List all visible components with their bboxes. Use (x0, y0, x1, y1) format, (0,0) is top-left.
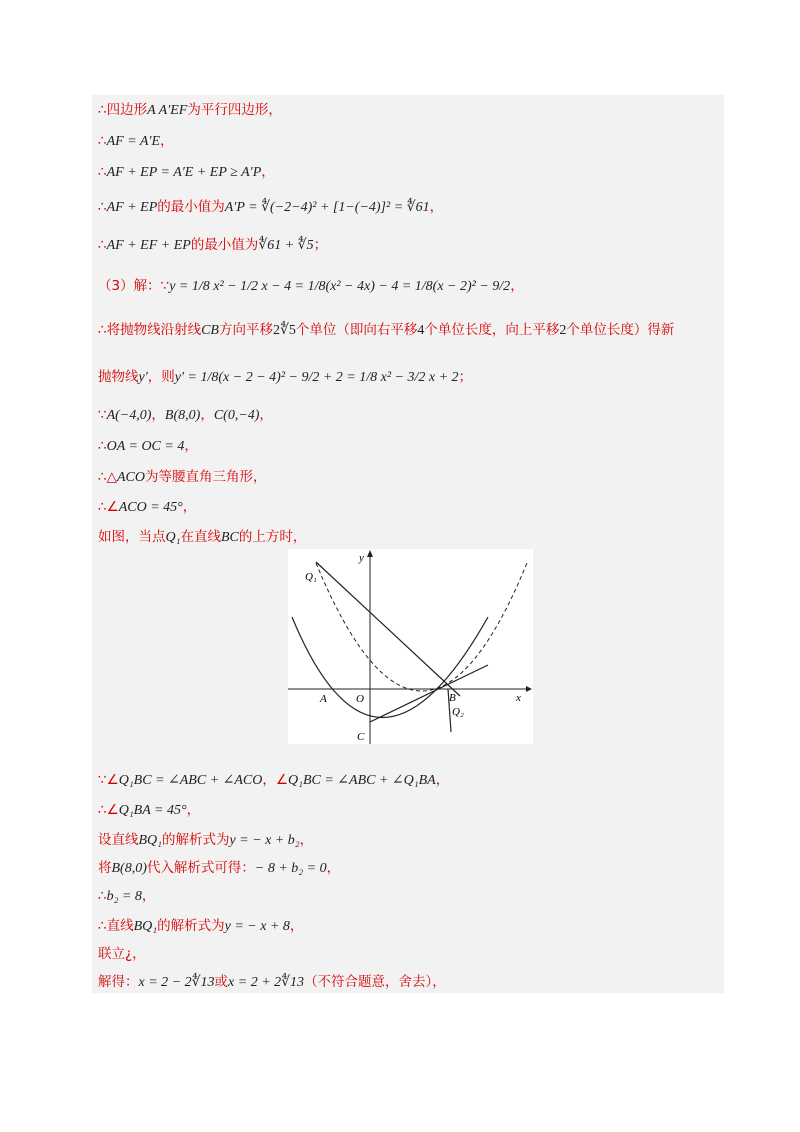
line-8 (98, 367, 472, 388)
text: ， (132, 946, 146, 962)
text: ， (259, 407, 273, 423)
text: 将 (98, 860, 112, 876)
text: 为平行四边形， (187, 102, 282, 118)
line-3 (98, 162, 275, 183)
text: ，∠ (262, 772, 288, 788)
math: x = 2 + 2∜13 (228, 975, 305, 990)
line-5 (98, 235, 327, 256)
text: ∴ (98, 164, 107, 180)
text: ， (261, 164, 275, 180)
label-q1: Q₁ (305, 571, 317, 583)
math: A(−4,0) (106, 408, 152, 423)
text: ， (429, 199, 444, 215)
math: Q₁ (165, 530, 181, 545)
text: 或 (214, 974, 229, 990)
label-o: O (356, 693, 364, 705)
line-bc (370, 665, 488, 722)
math: BQ₁ (138, 833, 163, 848)
text: ， (200, 407, 214, 423)
text: 个单位（即向右平移 (295, 322, 418, 338)
math: B(8,0) (164, 408, 201, 423)
line-10 (98, 436, 198, 457)
text: ； (313, 237, 328, 253)
text: ∴△ (98, 469, 117, 485)
parabola-graph (288, 549, 533, 744)
math: y′ = 1/8(x − 2 − 4)² − 9/2 + 2 = 1/8 x² − 3/2 x + 2 (174, 370, 459, 385)
line-15 (98, 800, 200, 821)
text: 的解析式为 (157, 918, 225, 934)
label-q2: Q₂ (452, 706, 464, 718)
math: AF + EF + EP (106, 238, 191, 253)
text: ∴将抛物线沿射线 (98, 322, 202, 338)
math: BQ₁ (133, 919, 158, 934)
text: ， (160, 133, 174, 149)
text: 的最小值为 (157, 199, 225, 215)
line-14 (98, 770, 449, 791)
line-6 (98, 276, 524, 297)
label-y: y (359, 552, 364, 564)
math: 2∜5 (272, 323, 296, 338)
math: Q₁BC = ∠ABC + ∠ACO (118, 773, 263, 788)
line-19 (98, 916, 303, 937)
text: ∴ (98, 237, 107, 253)
math: B(8,0) (111, 861, 147, 876)
math: BC (220, 530, 239, 545)
text: 的最小值为 (190, 237, 259, 253)
line-16 (98, 830, 313, 851)
math: C(0,−4) (213, 408, 260, 423)
text: 联立¿ (98, 946, 133, 962)
text: ， (141, 888, 156, 904)
label-b: B (449, 692, 456, 704)
text: ， (435, 772, 450, 788)
text: ∴ (98, 133, 107, 149)
math: ACO = 45° (118, 500, 183, 515)
math: OA = OC = 4 (106, 439, 185, 454)
text: （3）解：∵ (98, 278, 170, 294)
line-2 (98, 131, 174, 152)
math: AF + EP (106, 200, 158, 215)
text: 个单位长度）得新 (566, 322, 675, 338)
text: ， (151, 407, 165, 423)
line-18 (98, 886, 155, 907)
line-13 (98, 527, 306, 548)
text: ∴∠ (98, 499, 119, 515)
math: Q₁BA = 45° (118, 803, 187, 818)
text: 的上方时， (238, 529, 307, 545)
label-c: C (357, 731, 365, 743)
math: y = 1/8 x² − 1/2 x − 4 = 1/8(x² − 4x) − 4 = 1/8(x − 2)² − 9/2 (169, 279, 511, 294)
line-7 (98, 320, 674, 341)
math: ∜61 + ∜5 (258, 238, 314, 253)
text: ∴ (98, 888, 107, 904)
line-4 (98, 197, 443, 218)
text: 个单位长度，向上平移 (424, 322, 560, 338)
math: y = − x + 8 (224, 919, 290, 934)
math: 4 (417, 323, 425, 338)
text: ∴ (98, 199, 107, 215)
text: 方向平移 (218, 322, 273, 338)
text: 设直线 (98, 832, 139, 848)
text: ∴∠ (98, 802, 119, 818)
text: （不符合题意，舍去）， (304, 974, 446, 990)
text: ， (182, 499, 197, 515)
math: x = 2 − 2∜13 (138, 975, 215, 990)
text: ， (289, 918, 304, 934)
line-21 (98, 972, 446, 993)
text: 的解析式为 (162, 832, 230, 848)
text: 抛物线 (98, 369, 139, 385)
line-11 (98, 467, 266, 488)
math: AF + EP = A′E + EP ≥ A′P (106, 165, 262, 180)
math: − 8 + b₂ = 0 (254, 861, 327, 876)
text: ∴ (98, 438, 107, 454)
text: ； (458, 369, 473, 385)
text: 解得： (98, 974, 139, 990)
text: 为等腰直角三角形， (144, 469, 267, 485)
line-12 (98, 497, 196, 518)
text: ∵ (98, 407, 107, 423)
text: ∴四边形 (98, 102, 148, 118)
x-axis-arrow (526, 686, 532, 692)
text: 如图，当点 (98, 529, 166, 545)
math: AF = A′E (106, 134, 161, 149)
math: y′ (138, 370, 148, 385)
label-x: x (516, 692, 521, 704)
label-a: A (320, 693, 327, 705)
text: 代入解析式可得： (146, 860, 255, 876)
text: ，则 (147, 369, 175, 385)
text: ， (326, 860, 341, 876)
line-9 (98, 405, 273, 426)
text: ， (299, 832, 314, 848)
parabola-figure (288, 549, 533, 744)
math: Q₁BC = ∠ABC + ∠Q₁BA (287, 773, 436, 788)
math: 2 (559, 323, 567, 338)
line-bq1 (316, 562, 460, 696)
line-17 (98, 858, 340, 879)
y-axis-arrow (367, 550, 373, 557)
math: A′P = ∜(−2−4)² + [1−(−4)]² = ∜61 (224, 200, 430, 215)
text: ∵∠ (98, 772, 119, 788)
line-1 (98, 100, 282, 121)
text: 在直线 (180, 529, 221, 545)
line-20 (98, 944, 146, 964)
text: ， (186, 802, 201, 818)
text: ， (184, 438, 198, 454)
math: A A′EF (147, 103, 188, 118)
math: ACO (116, 470, 145, 485)
text: ， (510, 278, 524, 294)
math: y = − x + b₂ (229, 833, 300, 848)
text: ∴直线 (98, 918, 134, 934)
math: b₂ = 8 (106, 889, 142, 904)
math: CB (201, 323, 219, 338)
parabola-translated (316, 563, 527, 691)
